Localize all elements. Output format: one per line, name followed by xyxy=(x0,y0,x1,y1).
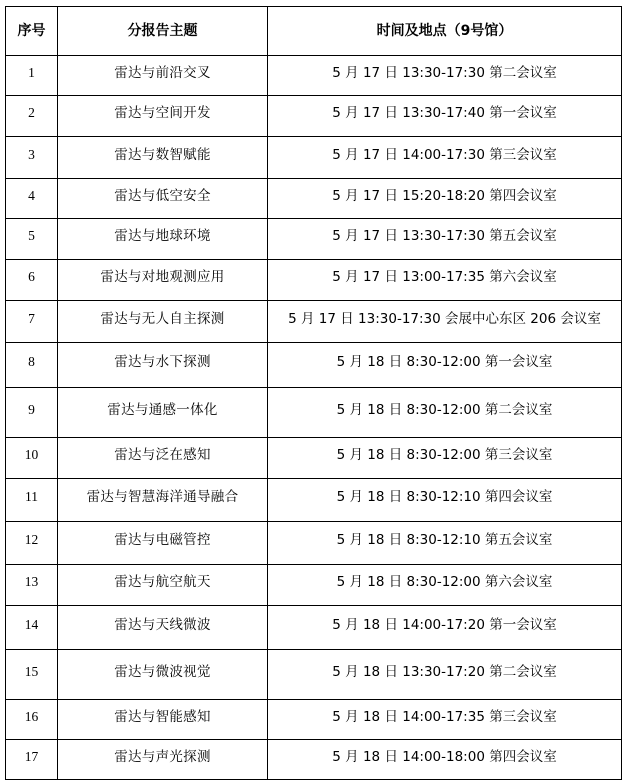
row-topic: 雷达与智能感知 xyxy=(58,700,268,740)
report-schedule-table xyxy=(5,6,622,780)
table-row xyxy=(6,438,622,479)
row-time-location: 5 月 18 日 13:30-17:20 第二会议室 xyxy=(268,650,622,700)
row-topic: 雷达与微波视觉 xyxy=(58,650,268,700)
row-index: 14 xyxy=(6,606,58,650)
table-row xyxy=(6,650,622,700)
row-topic: 雷达与航空航天 xyxy=(58,565,268,606)
row-topic: 雷达与对地观测应用 xyxy=(58,260,268,301)
row-time-location: 5 月 17 日 15:20-18:20 第四会议室 xyxy=(268,179,622,219)
table-row xyxy=(6,179,622,219)
row-topic: 雷达与低空安全 xyxy=(58,179,268,219)
row-topic: 雷达与电磁管控 xyxy=(58,522,268,565)
row-time-location: 5 月 17 日 14:00-17:30 第三会议室 xyxy=(268,137,622,179)
table-row xyxy=(6,219,622,260)
table-row xyxy=(6,388,622,438)
row-time-location: 5 月 18 日 14:00-18:00 第四会议室 xyxy=(268,740,622,780)
table-row xyxy=(6,343,622,388)
table-row xyxy=(6,56,622,96)
row-index: 17 xyxy=(6,740,58,780)
table-row xyxy=(6,260,622,301)
row-index: 15 xyxy=(6,650,58,700)
row-topic: 雷达与通感一体化 xyxy=(58,388,268,438)
row-time-location: 5 月 18 日 8:30-12:10 第四会议室 xyxy=(268,479,622,522)
table-row xyxy=(6,522,622,565)
table-row xyxy=(6,565,622,606)
row-index: 5 xyxy=(6,219,58,260)
header-topic: 分报告主题 xyxy=(58,7,268,56)
row-time-location: 5 月 17 日 13:30-17:40 第一会议室 xyxy=(268,96,622,137)
row-topic: 雷达与水下探测 xyxy=(58,343,268,388)
table-row xyxy=(6,301,622,343)
row-topic: 雷达与天线微波 xyxy=(58,606,268,650)
row-time-location: 5 月 18 日 8:30-12:00 第二会议室 xyxy=(268,388,622,438)
row-topic: 雷达与智慧海洋通导融合 xyxy=(58,479,268,522)
row-topic: 雷达与空间开发 xyxy=(58,96,268,137)
row-time-location: 5 月 18 日 8:30-12:00 第一会议室 xyxy=(268,343,622,388)
row-topic: 雷达与泛在感知 xyxy=(58,438,268,479)
row-topic: 雷达与数智赋能 xyxy=(58,137,268,179)
table-row xyxy=(6,700,622,740)
row-time-location: 5 月 17 日 13:30-17:30 会展中心东区 206 会议室 xyxy=(268,301,622,343)
row-index: 12 xyxy=(6,522,58,565)
row-time-location: 5 月 17 日 13:00-17:35 第六会议室 xyxy=(268,260,622,301)
row-topic: 雷达与声光探测 xyxy=(58,740,268,780)
row-index: 3 xyxy=(6,137,58,179)
row-topic: 雷达与无人自主探测 xyxy=(58,301,268,343)
row-index: 9 xyxy=(6,388,58,438)
table-row xyxy=(6,606,622,650)
row-topic: 雷达与地球环境 xyxy=(58,219,268,260)
row-index: 13 xyxy=(6,565,58,606)
row-index: 6 xyxy=(6,260,58,301)
row-time-location: 5 月 18 日 14:00-17:35 第三会议室 xyxy=(268,700,622,740)
header-time-location: 时间及地点（9号馆） xyxy=(268,7,622,56)
header-index: 序号 xyxy=(6,7,58,56)
table-row xyxy=(6,96,622,137)
row-time-location: 5 月 18 日 14:00-17:20 第一会议室 xyxy=(268,606,622,650)
table-row xyxy=(6,479,622,522)
row-index: 1 xyxy=(6,56,58,96)
row-index: 11 xyxy=(6,479,58,522)
row-index: 8 xyxy=(6,343,58,388)
row-index: 2 xyxy=(6,96,58,137)
row-topic: 雷达与前沿交叉 xyxy=(58,56,268,96)
table-row xyxy=(6,740,622,780)
row-time-location: 5 月 17 日 13:30-17:30 第五会议室 xyxy=(268,219,622,260)
row-time-location: 5 月 18 日 8:30-12:00 第三会议室 xyxy=(268,438,622,479)
table-header-row xyxy=(6,7,622,56)
row-index: 4 xyxy=(6,179,58,219)
row-index: 10 xyxy=(6,438,58,479)
row-time-location: 5 月 17 日 13:30-17:30 第二会议室 xyxy=(268,56,622,96)
row-time-location: 5 月 18 日 8:30-12:00 第六会议室 xyxy=(268,565,622,606)
row-time-location: 5 月 18 日 8:30-12:10 第五会议室 xyxy=(268,522,622,565)
row-index: 7 xyxy=(6,301,58,343)
row-index: 16 xyxy=(6,700,58,740)
table-row xyxy=(6,137,622,179)
